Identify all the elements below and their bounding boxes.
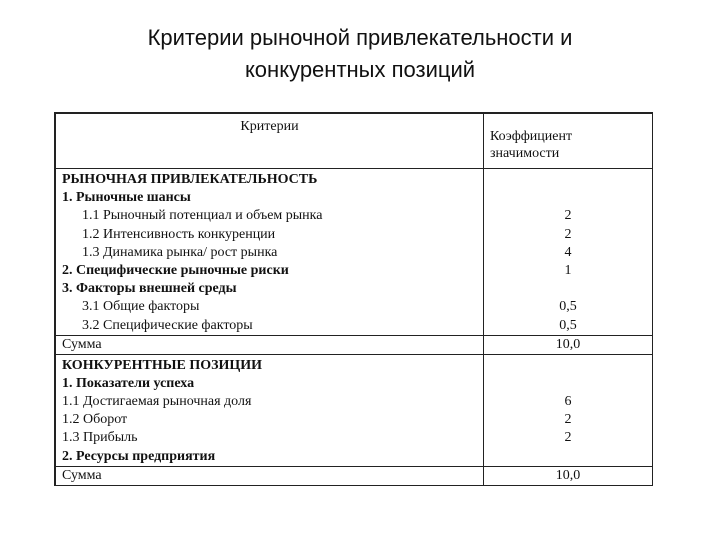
market-sum-value: 10,0 [484,335,653,354]
market-criterion-weight: 0,5 [559,317,577,333]
competitive-criterion-label: 1.1 Достигаемая рыночная доля [62,394,252,410]
market-criterion-label: 2. Специфические рыночные риски [62,262,289,278]
competitive-criterion-label: 2. Ресурсы предприятия [62,448,216,464]
slide-title-line-2: конкурентных позиций [244,57,476,82]
competitive-criterion-weight: 6 [564,394,572,410]
market-criterion-weight: 4 [564,244,572,260]
competitive-sum-value: 10,0 [484,466,653,485]
competitive-section-row [56,354,653,466]
competitive-criterion-label: 1.2 Оборот [62,412,128,428]
criteria-header: Критерии [240,119,299,134]
competitive-criteria-cell [56,354,484,466]
market-criteria-cell [56,169,484,336]
market-criterion-label: 3.2 Специфические факторы [82,317,253,333]
market-criterion-label: 1.2 Интенсивность конкуренции [82,226,276,242]
competitive-criterion-weight: 2 [564,412,572,428]
market-sum-label: Сумма [56,335,484,354]
competitive-section-heading: КОНКУРЕНТНЫЕ ПОЗИЦИИ [62,357,263,373]
competitive-criterion-label: 1.3 Прибыль [62,430,138,446]
slide-title [0,22,720,86]
competitive-sum-row [56,466,653,485]
coefficient-header-line-2: значимости [490,146,560,161]
table-header-row [56,114,653,169]
market-sum-row [56,335,653,354]
coefficient-header-cell [484,114,653,169]
competitive-criterion-weight [484,448,652,466]
market-section-heading: РЫНОЧНАЯ ПРИВЛЕКАТЕЛЬНОСТЬ [62,172,318,187]
market-criterion-label: 3. Факторы внешней среды [62,281,237,297]
market-values-cell [484,169,653,336]
market-criterion-label: 3.1 Общие факторы [82,299,200,315]
market-criterion-label: 1.3 Динамика рынка/ рост рынка [82,244,278,260]
market-criterion-label: 1. Рыночные шансы [62,190,191,206]
competitive-sum-label: Сумма [56,466,484,485]
market-criterion-weight: 1 [564,262,572,278]
market-criterion-weight [484,280,652,298]
competitive-criterion-weight [484,375,652,393]
criteria-table [54,112,653,486]
market-section-row [56,169,653,336]
market-criterion-weight: 0,5 [559,299,577,315]
market-criterion-weight: 2 [564,226,572,242]
competitive-criterion-label: 1. Показатели успеха [62,375,195,391]
market-criterion-weight: 2 [564,208,572,224]
market-criterion-weight [484,189,652,207]
competitive-criterion-weight: 2 [564,430,572,446]
criteria-header-cell [56,114,484,169]
competitive-values-cell [484,354,653,466]
slide-title-line-1: Критерии рыночной привлекательности и [147,25,573,50]
coefficient-header-line-1: Коэффициент [490,129,573,144]
market-criterion-label: 1.1 Рыночный потенциал и объем рынка [82,208,323,224]
